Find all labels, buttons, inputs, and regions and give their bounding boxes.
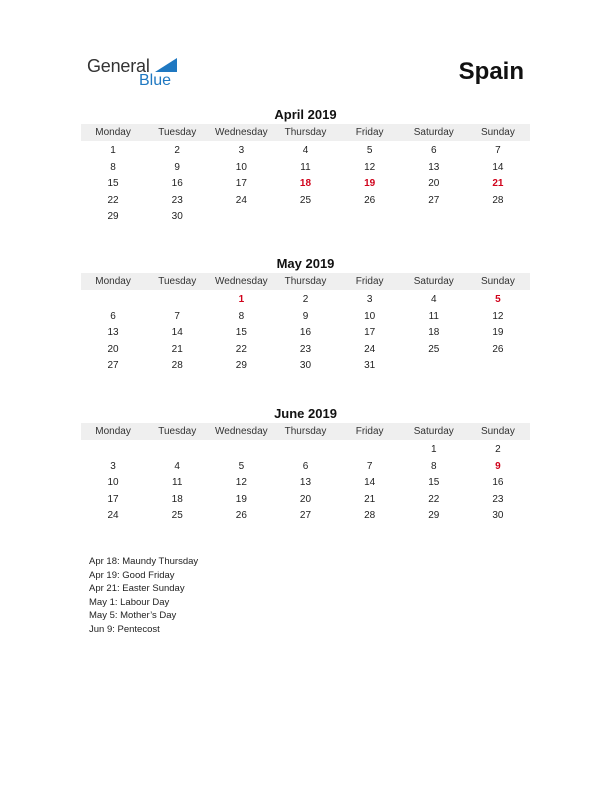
weekday-label: Wednesday bbox=[215, 426, 268, 437]
day-cell: 22 bbox=[235, 343, 247, 355]
weekday-label: Monday bbox=[95, 127, 131, 138]
weekday-label: Saturday bbox=[413, 127, 454, 138]
day-cell: 22 bbox=[428, 493, 440, 505]
day-cell: 29 bbox=[428, 510, 440, 522]
weekday-label: Wednesday bbox=[215, 127, 268, 138]
holiday-note: May 5: Mother’s Day bbox=[89, 610, 177, 621]
day-cell bbox=[209, 209, 273, 226]
day-cell: 19 bbox=[492, 327, 504, 339]
day-cell: 30 bbox=[171, 211, 183, 223]
country-title: Spain bbox=[458, 58, 524, 85]
day-cell: 27 bbox=[428, 194, 440, 206]
day-cell: 4 bbox=[430, 294, 437, 305]
day-cell bbox=[466, 358, 530, 375]
day-cell: 10 bbox=[107, 477, 119, 489]
day-cell: 4 bbox=[302, 145, 309, 156]
day-cell bbox=[338, 442, 402, 459]
day-cell: 28 bbox=[364, 510, 376, 522]
day-cell: 24 bbox=[235, 194, 247, 206]
day-cell: 15 bbox=[107, 178, 119, 190]
day-cell: 1 bbox=[110, 145, 116, 156]
logo-text-general: General bbox=[87, 56, 150, 76]
month-block bbox=[81, 107, 530, 226]
day-cell: 8 bbox=[430, 460, 437, 472]
day-cell: 14 bbox=[171, 327, 183, 339]
day-cell: 20 bbox=[428, 178, 440, 190]
day-cell: 22 bbox=[107, 194, 119, 206]
day-cell bbox=[145, 442, 209, 459]
weekday-label: Sunday bbox=[480, 276, 515, 287]
day-cell: 31 bbox=[364, 360, 376, 372]
day-cell bbox=[402, 358, 466, 375]
day-cell: 29 bbox=[235, 360, 247, 372]
day-cell: 18 bbox=[428, 327, 440, 339]
day-cell: 11 bbox=[428, 310, 439, 322]
day-cell bbox=[338, 209, 402, 226]
month-block bbox=[81, 256, 530, 375]
weekday-label: Sunday bbox=[480, 127, 515, 138]
day-cell: 8 bbox=[110, 161, 116, 173]
day-cell: 9 bbox=[174, 161, 180, 173]
weekday-label: Tuesday bbox=[158, 127, 197, 138]
holiday-day-cell: 1 bbox=[238, 294, 245, 305]
day-cell: 10 bbox=[235, 161, 247, 173]
day-cell: 16 bbox=[492, 477, 504, 489]
day-cell: 2 bbox=[302, 294, 309, 305]
day-cell: 6 bbox=[430, 145, 437, 156]
holiday-note: Apr 21: Easter Sunday bbox=[89, 583, 185, 594]
day-cell: 11 bbox=[300, 161, 311, 173]
holiday-list bbox=[89, 555, 198, 636]
day-cell: 16 bbox=[171, 178, 183, 190]
weekday-header-row bbox=[81, 124, 530, 141]
weekday-label: Friday bbox=[355, 426, 384, 437]
day-cell: 4 bbox=[174, 460, 180, 472]
day-cell: 20 bbox=[299, 493, 312, 505]
day-cell bbox=[402, 209, 466, 226]
day-cell: 7 bbox=[174, 310, 180, 322]
day-cell: 25 bbox=[428, 343, 440, 355]
holiday-day-cell: 21 bbox=[492, 178, 504, 190]
generalblue-logo bbox=[87, 55, 187, 95]
holiday-day-cell: 18 bbox=[299, 178, 312, 190]
day-cell: 5 bbox=[366, 145, 373, 156]
day-cell: 26 bbox=[235, 510, 247, 522]
day-cell: 2 bbox=[174, 145, 180, 156]
day-cell: 7 bbox=[495, 145, 501, 156]
day-cell: 2 bbox=[495, 444, 501, 455]
weekday-label: Thursday bbox=[284, 127, 327, 138]
day-cell bbox=[273, 442, 337, 459]
weekday-header-row bbox=[81, 423, 530, 440]
holiday-note: Jun 9: Pentecost bbox=[89, 623, 160, 635]
weekday-label: Wednesday bbox=[215, 276, 268, 287]
weekday-label: Tuesday bbox=[158, 276, 197, 287]
day-cell: 8 bbox=[238, 310, 245, 322]
day-cell: 20 bbox=[107, 343, 119, 355]
day-cell bbox=[209, 442, 273, 459]
day-cell: 17 bbox=[364, 327, 376, 339]
day-cell: 14 bbox=[364, 477, 376, 489]
weekday-label: Thursday bbox=[284, 276, 327, 287]
day-cell: 24 bbox=[364, 343, 376, 355]
day-cell: 10 bbox=[364, 310, 376, 322]
day-cell: 3 bbox=[110, 460, 116, 472]
holiday-day-cell: 19 bbox=[364, 178, 376, 190]
day-cell: 24 bbox=[107, 510, 119, 522]
day-cell: 18 bbox=[171, 493, 183, 505]
day-cell: 6 bbox=[302, 460, 309, 472]
weekday-label: Friday bbox=[355, 276, 384, 287]
holiday-note: May 1: Labour Day bbox=[89, 596, 170, 608]
day-cell: 13 bbox=[107, 327, 119, 339]
holiday-day-cell: 5 bbox=[495, 294, 501, 305]
day-cell: 5 bbox=[238, 460, 245, 472]
logo-text-blue: Blue bbox=[139, 72, 172, 89]
weekday-label: Friday bbox=[355, 127, 384, 138]
holiday-day-cell: 9 bbox=[495, 460, 501, 472]
day-cell bbox=[81, 442, 145, 459]
day-cell: 7 bbox=[366, 460, 373, 472]
day-cell: 6 bbox=[110, 310, 116, 322]
weekday-label: Sunday bbox=[480, 426, 515, 437]
weekday-label: Tuesday bbox=[158, 426, 197, 437]
day-cell: 17 bbox=[235, 178, 247, 190]
day-cell: 26 bbox=[492, 343, 504, 355]
day-cell: 1 bbox=[430, 444, 437, 455]
day-cell: 11 bbox=[172, 477, 183, 489]
day-cell: 12 bbox=[492, 310, 504, 322]
weekday-label: Saturday bbox=[413, 426, 454, 437]
day-cell: 25 bbox=[299, 194, 312, 206]
day-cell: 23 bbox=[299, 343, 312, 355]
day-cell: 3 bbox=[238, 145, 245, 156]
day-cell: 13 bbox=[428, 161, 440, 173]
day-grid bbox=[81, 442, 530, 525]
day-cell bbox=[81, 292, 145, 309]
day-cell bbox=[466, 209, 530, 226]
weekday-label: Saturday bbox=[413, 276, 454, 287]
day-grid bbox=[81, 292, 530, 375]
day-cell: 27 bbox=[299, 510, 312, 522]
day-cell: 30 bbox=[299, 360, 312, 372]
month-block bbox=[81, 406, 530, 525]
day-cell: 25 bbox=[171, 510, 183, 522]
weekday-header-row bbox=[81, 273, 530, 290]
holiday-note: Apr 19: Good Friday bbox=[89, 569, 175, 581]
holiday-note: Apr 18: Maundy Thursday bbox=[89, 556, 199, 567]
day-cell: 19 bbox=[235, 493, 247, 505]
day-cell: 23 bbox=[492, 493, 504, 505]
month-title: April 2019 bbox=[274, 107, 337, 122]
day-cell: 26 bbox=[364, 194, 376, 206]
day-cell: 15 bbox=[428, 477, 440, 489]
day-cell: 27 bbox=[107, 360, 119, 372]
day-cell: 17 bbox=[107, 493, 119, 505]
day-cell: 16 bbox=[299, 327, 312, 339]
day-cell: 3 bbox=[366, 294, 373, 305]
day-cell: 30 bbox=[492, 510, 504, 522]
day-cell: 13 bbox=[299, 477, 312, 489]
day-cell: 28 bbox=[492, 194, 504, 206]
weekday-label: Thursday bbox=[284, 426, 327, 437]
day-grid bbox=[81, 143, 530, 226]
month-title: June 2019 bbox=[274, 406, 337, 421]
weekday-label: Monday bbox=[95, 426, 131, 437]
month-title: May 2019 bbox=[276, 256, 335, 271]
day-cell bbox=[273, 209, 337, 226]
day-cell: 29 bbox=[107, 211, 119, 223]
logo-triangle-icon bbox=[155, 58, 177, 72]
day-cell: 12 bbox=[235, 477, 247, 489]
day-cell bbox=[145, 292, 209, 309]
day-cell: 28 bbox=[171, 360, 183, 372]
day-cell: 23 bbox=[171, 194, 183, 206]
weekday-label: Monday bbox=[95, 276, 131, 287]
day-cell: 15 bbox=[235, 327, 247, 339]
day-cell: 12 bbox=[364, 161, 376, 173]
day-cell: 9 bbox=[302, 310, 309, 322]
day-cell: 14 bbox=[492, 161, 504, 173]
day-cell: 21 bbox=[171, 343, 183, 355]
day-cell: 21 bbox=[364, 493, 376, 505]
